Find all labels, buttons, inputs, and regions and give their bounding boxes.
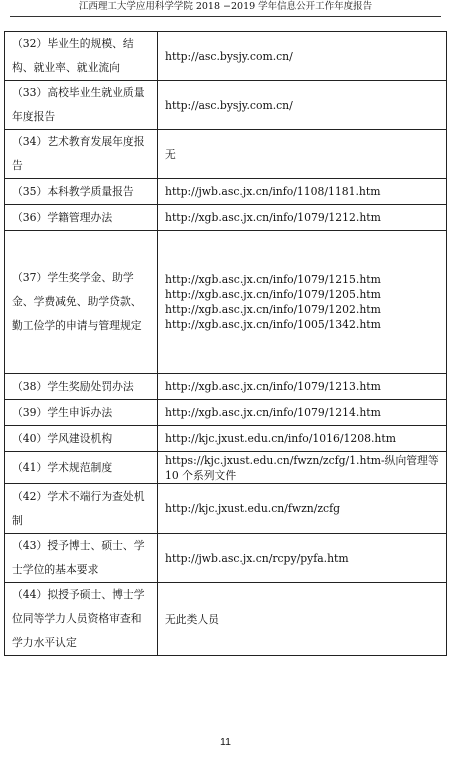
- item-cell: （42）学术不端行为查处机制: [5, 484, 158, 534]
- info-link[interactable]: http://asc.bysjy.com.cn/: [165, 98, 293, 112]
- info-link[interactable]: http://asc.bysjy.com.cn/: [165, 49, 293, 63]
- table-row: [5, 374, 447, 400]
- info-value-cell: [158, 583, 447, 656]
- info-value-cell: [158, 32, 447, 81]
- info-value-cell: [158, 400, 447, 426]
- info-link[interactable]: http://jwb.asc.jx.cn/rcpy/pyfa.htm: [165, 551, 349, 565]
- item-cell: （38）学生奖励处罚办法: [5, 374, 158, 400]
- info-link[interactable]: http://xgb.asc.jx.cn/info/1079/1205.htm: [165, 288, 381, 301]
- item-cell: （34）艺术教育发展年度报告: [5, 130, 158, 179]
- item-cell: （43）授予博士、硕士、学士学位的基本要求: [5, 534, 158, 583]
- item-cell: （36）学籍管理办法: [5, 205, 158, 231]
- info-value-cell: [158, 374, 447, 400]
- item-cell: （39）学生申诉办法: [5, 400, 158, 426]
- info-value-cell: [158, 484, 447, 534]
- info-value-cell: [158, 81, 447, 130]
- item-cell: （41）学术规范制度: [5, 452, 158, 484]
- item-cell: （35）本科教学质量报告: [5, 179, 158, 205]
- info-text: 无此类人员: [165, 612, 219, 626]
- table-row: [5, 81, 447, 130]
- info-link[interactable]: https://kjc.jxust.edu.cn/fwzn/zcfg/1.htm-纵向管理等 10 个系列文件: [165, 453, 439, 482]
- item-cell: （32）毕业生的规模、结构、就业率、就业流向: [5, 32, 158, 81]
- info-link[interactable]: http://kjc.jxust.edu.cn/fwzn/zcfg: [165, 502, 341, 515]
- info-link[interactable]: http://xgb.asc.jx.cn/info/1079/1202.htm: [165, 303, 381, 316]
- table-row: [5, 205, 447, 231]
- info-value-cell: [158, 452, 447, 484]
- info-value-cell: [158, 426, 447, 452]
- table-row: [5, 583, 447, 656]
- info-value-cell: [158, 179, 447, 205]
- info-link[interactable]: http://xgb.asc.jx.cn/info/1079/1215.htm: [165, 273, 381, 286]
- table-row: [5, 426, 447, 452]
- info-link[interactable]: http://xgb.asc.jx.cn/info/1079/1213.htm: [165, 380, 381, 393]
- table-row: [5, 231, 447, 374]
- header-rule: [10, 16, 441, 17]
- table-row: [5, 179, 447, 205]
- info-link[interactable]: http://xgb.asc.jx.cn/info/1005/1342.htm: [165, 318, 381, 331]
- info-text: 无: [165, 147, 176, 161]
- page-number: 11: [220, 736, 231, 748]
- item-cell: （37）学生奖学金、助学金、学费减免、助学贷款、勤工俭学的申请与管理规定: [5, 231, 158, 374]
- info-value-cell: [158, 130, 447, 179]
- table-row: [5, 534, 447, 583]
- info-link[interactable]: http://xgb.asc.jx.cn/info/1079/1212.htm: [165, 211, 381, 224]
- table-row: [5, 130, 447, 179]
- info-link[interactable]: http://xgb.asc.jx.cn/info/1079/1214.htm: [165, 406, 381, 419]
- table-row: [5, 484, 447, 534]
- page-header: 江西理工大学应用科学学院 2018 −2019 学年信息公开工作年度报告: [78, 1, 373, 12]
- info-value-cell: [158, 231, 447, 374]
- info-disclosure-table: [4, 31, 447, 656]
- table-row: [5, 32, 447, 81]
- info-value-cell: [158, 534, 447, 583]
- table-row: [5, 452, 447, 484]
- info-link[interactable]: http://jwb.asc.jx.cn/info/1108/1181.htm: [165, 185, 381, 198]
- info-value-cell: [158, 205, 447, 231]
- item-cell: （33）高校毕业生就业质量年度报告: [5, 81, 158, 130]
- table-body: [5, 32, 447, 656]
- item-cell: （44）拟授予硕士、博士学位同等学力人员资格审查和学力水平认定: [5, 583, 158, 656]
- info-link[interactable]: http://kjc.jxust.edu.cn/info/1016/1208.htm: [165, 432, 396, 445]
- item-cell: （40）学风建设机构: [5, 426, 158, 452]
- table-row: [5, 400, 447, 426]
